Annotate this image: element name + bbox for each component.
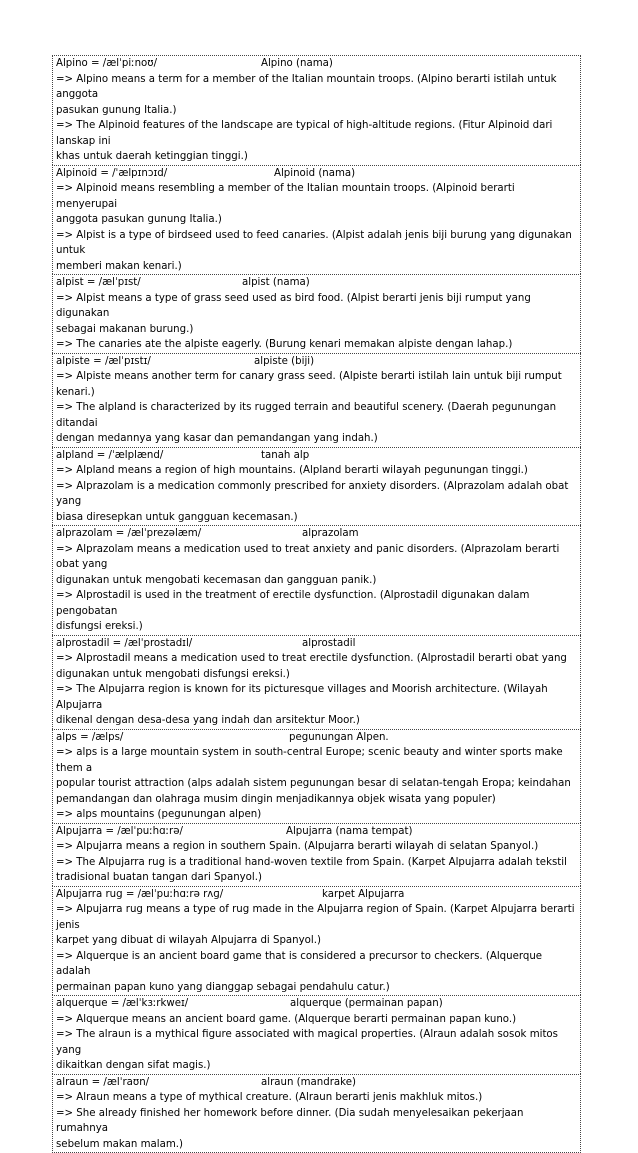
entry-term: Alpujarra = /ælˈpuːhɑːrə/ [56,824,183,840]
entry-header [56,996,578,1012]
entry-line: => The alpland is characterized by its rugged terrain and beautiful scenery. (Daerah pegunungan ditandai [56,400,578,431]
entry-translation: alpiste (biji) [254,354,314,370]
entry-line: => The Alpinoid features of the landscape are typical of high-altitude regions. (Fitur Alpinoid dari lanskap ini [56,118,578,149]
entry-header [56,166,578,182]
entry-header [56,275,578,291]
entry-line: => Alpujarra means a region in southern Spain. (Alpujarra berarti wilayah di selatan Spanyol.) [56,839,578,855]
entry-line: => Alpist is a type of birdseed used to feed canaries. (Alpist adalah jenis biji burung yang digunakan untuk [56,228,578,259]
entry-line: anggota pasukan gunung Italia.) [56,212,578,228]
entry-term: alprostadil = /ælˈprostadɪl/ [56,636,192,652]
entry-line: => The Alpujarra rug is a traditional hand-woven textile from Spain. (Karpet Alpujarra adalah tekstil [56,855,578,871]
entry-header [56,1075,578,1091]
entry-line: digunakan untuk mengobati kecemasan dan gangguan panik.) [56,573,578,589]
entry-header [56,354,578,370]
entry-translation: tanah alp [261,448,309,464]
entry-line: => Alpinoid means resembling a member of the Italian mountain troops. (Alpinoid berarti menyerupai [56,181,578,212]
entry-translation: Alpinoid (nama) [274,166,355,182]
entry-line: => Alquerque means an ancient board game. (Alquerque berarti permainan papan kuno.) [56,1012,578,1028]
entry-line: digunakan untuk mengobati disfungsi ereksi.) [56,667,578,683]
dictionary-entry [52,525,581,635]
entry-header [56,824,578,840]
entry-line: => Alpland means a region of high mountains. (Alpland berarti wilayah pegunungan tinggi.) [56,463,578,479]
entry-line: pasukan gunung Italia.) [56,103,578,119]
entry-line: => alps is a large mountain system in south-central Europe; scenic beauty and winter sports make them a [56,745,578,776]
entry-term: alquerque = /ælˈkɜːrkweɪ/ [56,996,188,1012]
dictionary-entry [52,635,581,729]
entry-header [56,448,578,464]
entry-line: dikenal dengan desa-desa yang indah dan arsitektur Moor.) [56,713,578,729]
dictionary-entry [52,823,581,886]
entry-line: => Alprostadil means a medication used to treat erectile dysfunction. (Alprostadil berarti obat yang [56,651,578,667]
entry-translation: alpist (nama) [242,275,310,291]
entry-line: karpet yang dibuat di wilayah Alpujarra di Spanyol.) [56,933,578,949]
entry-line: popular tourist attraction (alps adalah sistem pegunungan besar di selatan-tengah Eropa; keindahan [56,776,578,792]
entry-line: => Alpist means a type of grass seed used as bird food. (Alpist berarti jenis biji rumput yang digunakan [56,291,578,322]
entry-translation: alquerque (permainan papan) [290,996,443,1012]
dictionary-entry [52,447,581,526]
entry-translation: karpet Alpujarra [322,887,404,903]
entry-term: Alpujarra rug = /ælˈpuːhɑːrə rʌɡ/ [56,887,223,903]
entry-line: => The canaries ate the alpiste eagerly. (Burung kenari memakan alpiste dengan lahap.) [56,337,578,353]
entry-translation: pegunungan Alpen. [289,730,389,746]
entry-line: sebelum makan malam.) [56,1137,578,1153]
entry-translation: alprazolam [302,526,359,542]
dictionary-table [52,55,581,1153]
entry-term: alpland = /ˈælplænd/ [56,448,163,464]
entry-line: => Alprazolam means a medication used to treat anxiety and panic disorders. (Alprazolam berarti obat yang [56,542,578,573]
dictionary-entry [52,886,581,996]
entry-header [56,887,578,903]
entry-term: alpiste = /ælˈpɪstɪ/ [56,354,151,370]
entry-line: tradisional buatan tangan dari Spanyol.) [56,870,578,886]
entry-line: dengan medannya yang kasar dan pemandangan yang indah.) [56,431,578,447]
entry-term: Alpino = /ælˈpiːnoʊ/ [56,56,157,72]
entry-translation: Alpino (nama) [261,56,333,72]
entry-line: disfungsi ereksi.) [56,619,578,635]
entry-term: alps = /ælps/ [56,730,123,746]
dictionary-entry [52,995,581,1074]
entry-header [56,730,578,746]
entry-translation: alraun (mandrake) [261,1075,356,1091]
entry-translation: alprostadil [302,636,355,652]
entry-term: alraun = /ælˈraʊn/ [56,1075,149,1091]
entry-line: pemandangan dan olahraga musim dingin menjadikannya objek wisata yang populer) [56,792,578,808]
dictionary-entry [52,55,581,165]
entry-line: => She already finished her homework before dinner. (Dia sudah menyelesaikan pekerjaan rumahnya [56,1106,578,1137]
entry-term: alpist = /ælˈpɪst/ [56,275,141,291]
entry-line: => Alpiste means another term for canary grass seed. (Alpiste berarti istilah lain untuk biji rumput kenari.) [56,369,578,400]
entry-translation: Alpujarra (nama tempat) [286,824,412,840]
entry-header [56,526,578,542]
entry-header [56,56,578,72]
entry-line: => The Alpujarra region is known for its picturesque villages and Moorish architecture. (Wilayah Alpujarra [56,682,578,713]
entry-line: => Alprazolam is a medication commonly prescribed for anxiety disorders. (Alprazolam adalah obat yang [56,479,578,510]
entry-line: => Alpujarra rug means a type of rug made in the Alpujarra region of Spain. (Karpet Alpujarra berarti jenis [56,902,578,933]
dictionary-entry [52,353,581,447]
entry-term: alprazolam = /ælˈprezəlæm/ [56,526,201,542]
dictionary-entry [52,165,581,275]
entry-term: Alpinoid = /ˈælpɪnɔɪd/ [56,166,167,182]
entry-line: sebagai makanan burung.) [56,322,578,338]
entry-line: dikaitkan dengan sifat magis.) [56,1058,578,1074]
entry-line: khas untuk daerah ketinggian tinggi.) [56,149,578,165]
entry-header [56,636,578,652]
entry-line: memberi makan kenari.) [56,259,578,275]
entry-line: => Alraun means a type of mythical creature. (Alraun berarti jenis makhluk mitos.) [56,1090,578,1106]
entry-line: => Alquerque is an ancient board game that is considered a precursor to checkers. (Alquerque adalah [56,949,578,980]
entry-line: => Alprostadil is used in the treatment of erectile dysfunction. (Alprostadil digunakan dalam pengobatan [56,588,578,619]
dictionary-entry [52,1074,581,1153]
dictionary-entry [52,274,581,353]
dictionary-entry [52,729,581,823]
entry-line: => Alpino means a term for a member of the Italian mountain troops. (Alpino berarti istilah untuk anggota [56,72,578,103]
entry-line: => alps mountains (pegunungan alpen) [56,807,578,823]
entry-line: permainan papan kuno yang dianggap sebagai pendahulu catur.) [56,980,578,996]
entry-line: => The alraun is a mythical figure associated with magical properties. (Alraun adalah sosok mitos yang [56,1027,578,1058]
entry-line: biasa diresepkan untuk gangguan kecemasan.) [56,510,578,526]
